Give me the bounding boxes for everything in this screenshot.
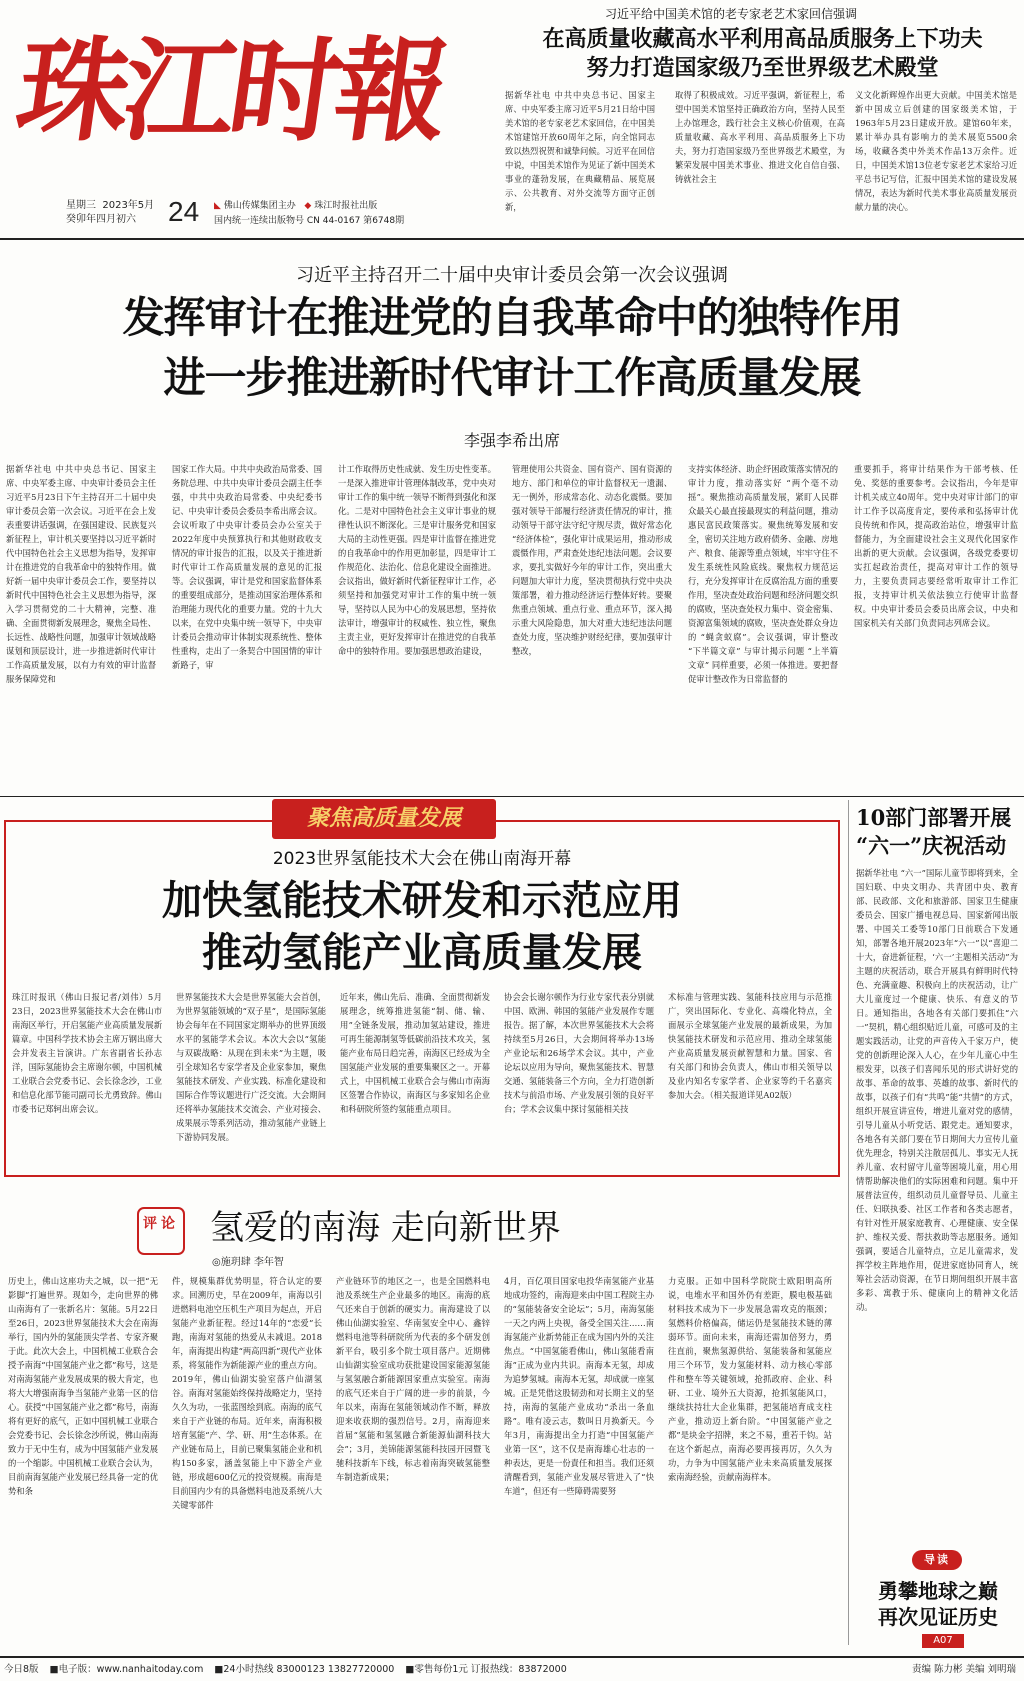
lead-column-2: 国家工作大局。中共中央政治局常委、国务院总理、中共中央审计委员会副主任李强，中共中央政治局常委、中央纪委书记、中央审计委员会委员李希出席会议。会议听取了中央审计委员会办公室关于2022年度中央预算执行和其他财政收支情况的审计报告的汇报，以及关于推进新时代审计工作高质量发展的意见的汇报等。会议强调，审计是党和国家监督体系的重要组成部分，是推动国家治理体系和治理能力现代化的重要力量。党的十九大以来，在党中央集中统一领导下，中央审计委员会推动审计体制实现系统性、整体性重构，走出了一条契合中国国情的审计新路子，审: [172, 464, 322, 670]
top-story: [505, 0, 1020, 236]
lead-story: [0, 240, 1024, 795]
teaser-tag: [912, 1550, 962, 1570]
feature-banner: [272, 799, 496, 839]
commentary-headline: 氢爱的南海 走向新世界: [210, 1208, 561, 1248]
lead-subhead: 李强李希出席: [463, 431, 560, 450]
footer-hotline: 24小时热线 83000123 13827720000: [223, 1664, 395, 1675]
feature-column-1: 珠江时报讯（佛山日报记者/刘伟）5月23日，2023世界氢能技术大会在佛山市南海区举行，开启氢能产业高质量发展新篇章。中国科学技术协会主席万钢出席大会并发表主旨演讲。广东省副省长孙志洋，国际氢能协会主席谢尔顿，中国机械工业联合会党委书记、会长徐念沙，工业和信息化部节能司副司长尤勇致辞。佛山市委书记郑轲出席会议。: [12, 992, 162, 1114]
footer-epaper[interactable]: 电子版：www.nanhaitoday.com: [58, 1664, 204, 1675]
sponsor-icon-2: ◆: [304, 201, 312, 211]
commentary-column-5: 力克服。正如中国科学院院士欧阳明高所说，电堆水平和国外仍有差距，膜电极基础材料技术成为下一步发展急需攻克的瓶颈；氢燃料价格偏高，储运仍是氢能技术链的薄弱环节。面向未来，南海还需加倍努力，勇往直前，聚焦氢源供给、氢能装备和氢能应用三个环节，发力氢能材料、动力核心零部件和整车等关键领域，抢抓政府、企业、科研、工业、境外五大资源，抢抓氢能风口，继续扶持壮大企业集群，把氢能培育成支柱产业，推动迈上新台阶。“中国氢能产业之都”是块金字招牌，来之不易，重若千钧。站在这个新起点，南海必要再接再厉，久久为功，力争为中国氢能产业未来高质量发展探索南海经验，贡献南海样本。: [668, 1276, 832, 1482]
masthead-day: 24: [168, 196, 200, 227]
footer-price: 零售每份1元 订报热线：83872000: [414, 1664, 567, 1675]
sidebar-divider: [848, 800, 849, 1645]
feature-column-4: 协会会长谢尔顿作为行业专家代表分别就中国、欧洲、韩国的氢能产业发展作专题报告。据了解，本次世界氢能技术大会将持续至5月26日，大会期间将举办13场产业论坛和26场学术会议。其中，产业论坛以应用为导向，聚焦氢能技术、智慧交通、氢能装备三个方向，全力打造创新技术与前沿市场、产业发展引领的良好平台；学术会议集中探讨氢能相关技: [504, 992, 654, 1114]
issn: 国内统一连续出版物号 CN 44-0167 第6748期: [214, 216, 405, 226]
commentary-column-4: 4月，百亿项目国家电投华南氢能产业基地成功签约，南海迎来由中国工程院主办的“氢能装备安全论坛”；5月，南海氢能一天之内两上央视，备受全国关注……南海氢能产业新势能正在成为国内外的关注焦点。“中国氢能看佛山，佛山氢能看南海”正成为业内共识。南海本无氢，却成为追梦氢城。南海本无氢，却成就一座氢城。正是凭借这股韧劲和对长期主义的坚持，南海的氢能产业成功“杀出一条血路”。唯有凌云志，数叫日月换新天。今年3月，南海提出全力打造“中国氢能产业第一区”，这不仅是南海雄心壮志的一种表达，更是一份責任和担当。我们还须清醒看到，氢能产业发展尽管进入了“快车道”，但还有一些障碍需要努: [504, 1276, 654, 1496]
sidebar-headline-2: “六一”庆祝活动: [856, 833, 1007, 858]
footer: 今日8版 ■电子版：www.nanhaitoday.com ■24小时热线 83000123 13827720000 ■零售每份1元 订报热线：83872000 责编 陈力彬 美编 刘明瑞: [4, 1662, 1020, 1678]
teaser-tag-text: 导读: [924, 1553, 950, 1566]
top-story-kicker: 习近平给中国美术馆的老专家老艺术家回信强调: [605, 7, 858, 21]
commentary-column-2: 件，规模集群优势明显，符合认定的要求。回溯历史，早在2009年，南海以引进燃料电池空压机生产项目为起点，开启氢能产业新征程。经过14年的“恋爱”长跑，南海对氢能的热爱从未减退。2018年，南海提出构建“两高四新”现代产业体系，将氢能作为新能源产业的重点方向。2019年，佛山仙湖实验室落户仙湖氢谷。南海对氢能始终保持战略定力，坚持久久为功，一张蓝图绘到底。南海的底气来自于产业链的布局。近年来，南海积极培育氢能“产、学、研、用”生态体系。在产业链布局上，目前已聚集氢能企业和机构150多家，涵盖氢能上中下游全产业链，形成超600亿元的投资规模。南海是目前国内少有的具备燃料电池及系统八大关键零部件: [172, 1276, 322, 1510]
feature-column-5: 术标准与管理实践、氢能科技应用与示范推广，突出国际化、专业化、高端化特点，全面展示全球氢能产业发展的最新成果，为加快氢能技术研发和示范应用、推动全球氢能产业高质量发展贡献智慧和力量。国家、省有关部门和协会负责人，佛山市相关领导以及业内知名专家学者、企业家等约千名嘉宾参加大会。（相关报道详见A02版）: [668, 992, 832, 1100]
commentary-column-1: 历史上，佛山这座功夫之城，以一把“无影脚”打遍世界。现如今，走向世界的佛山南海有了一张新名片：氢能。5月22日至26日，2023世界氢能技术大会在南海举行，国内外的氢能顶尖学者、专家齐聚于此。此次大会上，中国机械工业联合会授予南海“中国氢能产业之都”称号，这是对南海氢能产业发展成果的极大肯定，也将大大增强南海争当氢能产业第一区的信心。获授“中国氢能产业之都”称号，南海将有更好的底气，正如中国机械工业联合会党委书记、会长徐念沙所说，佛山南海致力于无中生有，成为中国氢能产业发展的一个缩影。中国机械工业联合会认为，目前南海氢能产业发展已经具备一定的优势和条: [8, 1276, 158, 1496]
lead-bottom-rule: [0, 796, 1024, 797]
sidebar-headline-1: 10部门部署开展: [856, 805, 1012, 830]
commentary-byline: ◎施玥肆 李年智: [212, 1257, 284, 1268]
sidebar-body: 据新华社电 “六一”国际儿童节即将到来，全国妇联、中央文明办、共青团中央、教育部、民政部、文化和旅游部、国家卫生健康委员会、国家广播电视总局、国家新闻出版署、中国关工委等10部门日前联合下发通知，部署各地开展2023年“六一”以“喜迎二十大，奋进新征程，‘六一’主题相关活动”为主题的庆祝活动，联合开展具有鲜明时代特色、充满童趣、积极向上的庆祝活动，让广大儿童度过一个健康、快乐、有意义的节日。通知指出，各地各有关部门要抓住“六一”契机，精心组织贴近儿童，可感可及的主题实践活动，让党的声音传入千家万户，使党的创新理论深入人心，在少年儿童心中生根发芽，以孩子们喜闻乐见的形式讲好党的故事、革命的故事、英雄的故事、新时代的故事，以孩子们有“共鸣”能“共情”的方式，组织开展宣讲宣传，增进儿童对党的感情，引导儿童从小听党话、跟党走。通知要求，各地各有关部门要在节日期间大力宣传儿童优先理念，特别关注散居孤儿、事实无人抚养儿童、农村留守儿童等困境儿童，用心用情帮助解决他们的实际困难和问题。集中开展普法宣传，组织动员儿童督导员、儿童主任、妇联执委、社区工作者和各类志愿者，有针对性开展家庭教育、心理健康、安全保护、维权关爱、帮扶救助等志愿服务。通知强调，要适合儿童特点，立足儿童需求，发挥学校主阵地作用，促进家庭协同育人，统筹社会活动资源，在节日期间组织开展丰富多彩、寓教于乐、健康向上的精神文化活动。: [856, 868, 1018, 1312]
lead-column-1: 据新华社电 中共中央总书记、国家主席、中央军委主席、中央审计委员会主任习近平5月23日下午主持召开二十届中央审计委员会第一次会议。习近平在会上发表重要讲话强调，在强国建设、民族复兴新征程上，审计机关要坚持以习近平新时代中国特色社会主义思想为指导，发挥审计在推进党的自我革命中的独特作用。做好新一届中央审计委员会工作，要坚持以新时代中国特色社会主义思想为指导，深入学习贯彻党的二十大精神，完整、准确、全面贯彻新发展理念，聚焦全局性、长远性、战略性问题，加强审计领域战略谋划和顶层设计，进一步推进新时代审计工作高质量发展，以有力有效的审计监督服务保障党和: [6, 464, 156, 684]
top-story-column-2: 取得了积极成效。习近平强调，新征程上，希望中国美术馆坚持正确政治方向，坚持人民至上办馆理念，践行社会主义核心价值观，在高质量收藏、高水平利用、高品质服务上下功夫，努力打造国家级乃至世界级艺术殿堂，为繁荣发展中国美术事业、推进文化自信自强、铸就社会主: [675, 90, 845, 184]
feature-headline-2: 推动氢能产业高质量发展: [202, 930, 642, 976]
newspaper-logo: 珠江时報: [8, 26, 452, 157]
commentary-tag: [136, 1206, 186, 1256]
top-story-headline-1: 在高质量收藏高水平利用高品质服务上下功夫: [542, 27, 983, 52]
lead-kicker: 习近平主持召开二十届中央审计委员会第一次会议强调: [296, 265, 728, 286]
teaser-headline-2: 再次见证历史: [878, 1605, 998, 1629]
feature-kicker: 2023世界氢能技术大会在佛山南海开幕: [272, 849, 572, 869]
sponsor-line: ◣ 佛山传媒集团主办 ◆ 珠江时报社出版: [214, 201, 378, 211]
footer-rule: [0, 1656, 1024, 1658]
masthead-weekday: 星期三 2023年5月: [66, 200, 155, 211]
lead-headline-2: 进一步推进新时代审计工作高质量发展: [163, 353, 861, 402]
masthead: [0, 0, 500, 236]
lead-column-3: 计工作取得历史性成就、发生历史性变革。一是深入推进审计管理体制改革，党中央对审计工作的集中统一领导不断得到强化和深化。二是对中国特色社会主义审计事业的规律性认识不断深化。三是审计服务党和国家大局的主动性更强。四是审计监督在推进党的自我革命中的作用更加彰显，四是审计工作规范化、法治化、信息化建设全面推进。会议指出，做好新时代新征程审计工作，必须坚持和加强党对审计工作的集中统一领导，坚持以人民为中心的发展思想，坚持依法审计，增强审计的权威性、独立性，聚焦主责主业，更好发挥审计在推进党的自我革命中的独特作用。要加强思想政治建设，: [338, 464, 496, 656]
teaser-headline-1: 勇攀地球之巅: [878, 1579, 998, 1603]
feature-headline-1: 加快氢能技术研发和示范应用: [162, 878, 682, 924]
feature-column-2: 世界氢能技术大会是世界氢能大会首创，为世界氢能领域的“双子星”，是国际氢能协会每年在不同国家定期举办的世界顶级水平的氢能学术会议。本次大会以“氢能与双碳战略：从现在到未来”为主题，吸引全球知名专家学者及企业家参加，聚焦氢能技术研发、产业实践、标准化建设和国际合作等议题进行广泛交流。大会期间还将举办氢能技术交流会、产业对接会、成果展示等系列活动，推动氢能产业链上下游协同发展。: [176, 992, 326, 1142]
footer-pages: 今日8版: [4, 1664, 39, 1675]
lead-column-4: 管理使用公共资金、国有资产、国有资源的地方、部门和单位的审计监督权无一遗漏、无一例外，形成常态化、动态化震慑。要加强对领导干部履行经济责任情况的审计，推动领导干部守法守纪守规尽责，做好常态化 “经济体检”，强化审计成果运用，推动形成震慑作用，严肃查处违纪违法问题。会议要求，要扎实做好今年的审计工作，突出重大问题加大审计力度，坚决贯彻执行党中央决策部署，着力推动经济运行整体好转。要聚焦重点领域、重点行业、重点环节，深入揭示重大风险隐患，加大对重大违纪违法问题查处力度，坚决维护财经纪律，要加强审计整改，: [512, 464, 672, 656]
lead-column-5: 支持实体经济、助企纾困政策落实情况的审计力度，推动落实好 “两个毫不动摇”。聚焦推动高质量发展，紧盯人民群众最关心最直接最现实的利益问题，推动惠民富民政策落实。聚焦统筹发展和安全，密切关注地方政府债务、金融、房地产、粮食、能源等重点领域，牢牢守住不发生系统性风险底线。聚焦权力规范运行，充分发挥审计在反腐治乱方面的重要作用，坚决查处政治问题和经济问题交织的腐败，坚决查处权力集中、资金密集、资源富集领域的腐败，坚决查处群众身边的 “蝇贪蚁腐”。会议强调，审计整改 “下半篇文章” 与审计揭示问题 “上半篇文章” 同样重要，必须一体推进。要把督促审计整改作为日常监督的: [688, 464, 838, 684]
feature-banner-text: 聚焦高质量发展: [306, 806, 461, 831]
commentary-column-3: 产业链环节的地区之一，也是全国燃料电池及系统生产企业最多的地区。南海的底气还来自于创新的硬实力。南海建设了以佛山仙湖实验室、华南氢安全中心、鑫锌燃料电池等科研院所为代表的多个研发创新平台，吸引多个院士项目落户。近期佛山仙湖实验室成功获批建设国家能源氢能与氢氢融合新能源国家重点实验室。南海的底气还来自于广阔的进一步的前景，今年以来，南海在氢能领域动作不断，释放迎来收获期的强烈信号。2月，南海迎来首届“氢能和氢氢融合新能源仙湖科技大会”；3月，美锦能源氢能科技园开园暨飞驰科技新车下线，标志着南海突破氢能整车制造新成果；: [336, 1276, 490, 1482]
lead-column-6: 重要抓手，将审计结果作为干部考核、任免、奖惩的重要参考。会议指出，今年是审计机关成立40周年。党中央对审计部门的审计工作予以高度肯定，要传承和弘扬审计优良传统和作风，提高政治站位，增强审计监督能力，为全面建设社会主义现代化国家作出新的更大贡献。会议强调，各级党委要切实扛起政治责任，提高对审计工作的领导力，主要负责同志要经常听取审计工作汇报，支持审计机关依法独立行使审计监督权。中央审计委员会委员出席会议，中央和国家机关有关部门负责同志列席会议。: [854, 464, 1018, 628]
masthead-lunar: 癸卯年四月初六: [66, 214, 136, 225]
lead-headline-1: 发挥审计在推进党的自我革命中的独特作用: [122, 293, 902, 342]
top-story-column-1: 据新华社电 中共中央总书记、国家主席、中央军委主席习近平5月21日给中国美术馆的老专家老艺术家回信，在中国美术馆建馆开放60周年之际，向全馆同志致以热烈祝贺和诚挚问候。习近平在回信中说，中国美术馆作为见证了新中国美术事业的蓬勃发展，在典藏精品、展览展示、公共教育、对外交流等方面守正创新，: [505, 90, 655, 212]
sponsor-icon: ◣: [214, 201, 221, 211]
feature-column-3: 近年来，佛山先后、准确、全面贯彻新发展理念，统筹推进氢能“制、储、输、用”全链条发展，推动加氢站建设，推进可再生能源制氢等低碳前沿技术攻关，氢能产业布局日趋完善，南海区已经成为全国氢能产业发展的重要集聚区之一。开幕式上，中国机械工业联合会与佛山市南海区签署合作协议，南海区与多家知名企业和科研院所签约氢能重点项目。: [340, 992, 490, 1114]
top-story-headline-2: 努力打造国家级乃至世界级艺术殿堂: [586, 56, 939, 81]
commentary-tag-text: 评论: [143, 1216, 179, 1232]
top-story-column-3: 义文化新辉煌作出更大贡献。中国美术馆是新中国成立后创建的国家级美术馆，于1963年5月23日建成开放。建馆60年来，累计举办具有影响力的美术展览5500余场，收藏各类中外美术作品13万余件。近日，中国美术馆13位老专家老艺术家给习近平总书记写信，汇报中国美术馆的建设发展情况，表达为新时代美术事业高质量发展贡献力量的决心。: [855, 90, 1017, 212]
footer-editor: 责编 陈力彬 美编 刘明瑞: [911, 1664, 1016, 1675]
teaser-page: A07: [922, 1634, 964, 1648]
